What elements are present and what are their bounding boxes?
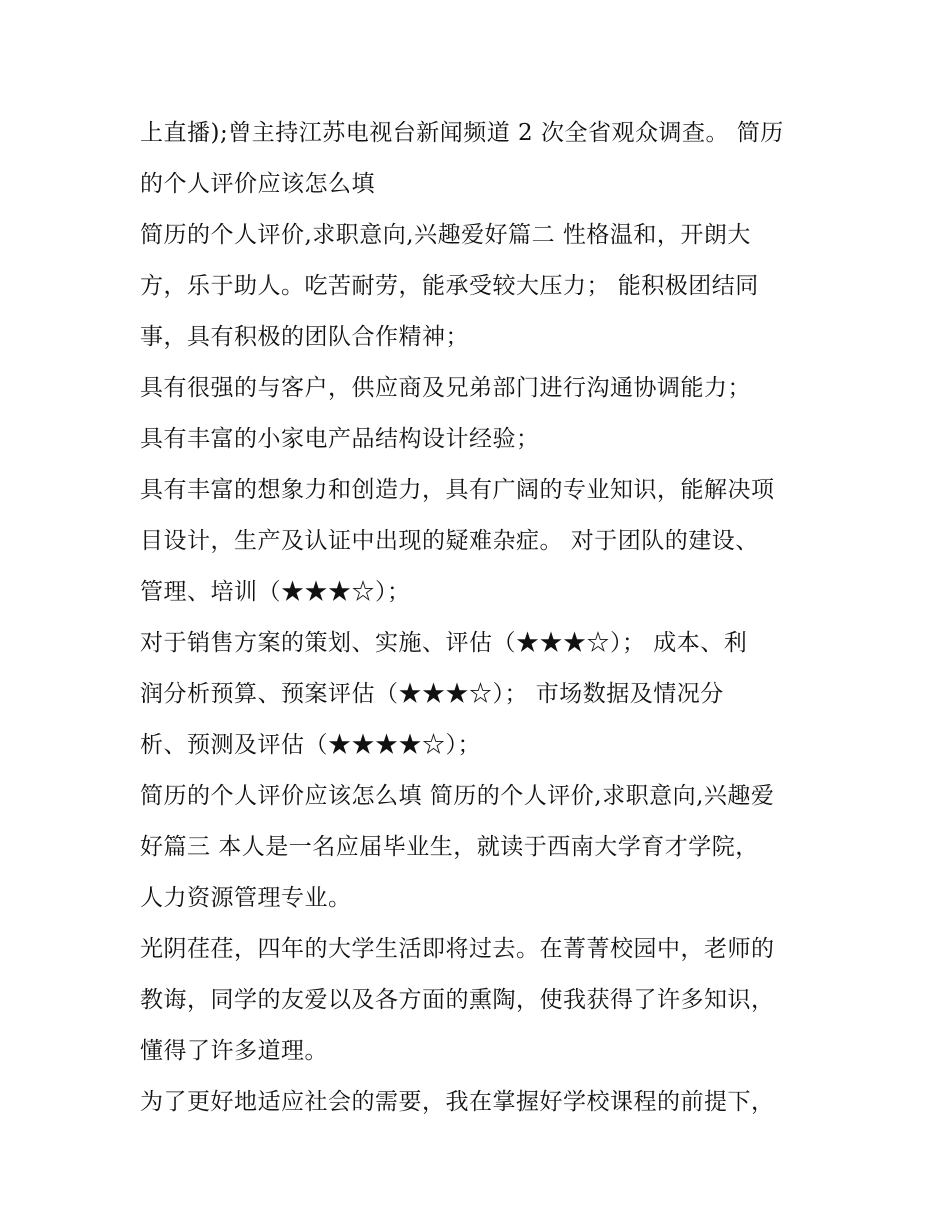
text-line: 简历的个人评价,求职意向,兴趣爱好篇二 性格温和，开朗大 <box>140 222 751 248</box>
text-line: 润分析预算、预案评估（★★★☆）； 市场数据及情况分 <box>140 681 724 707</box>
text-line: 目设计，生产及认证中出现的疑难杂症。 对于团队的建设、 <box>140 528 759 554</box>
text-line: 教诲，同学的友爱以及各方面的熏陶，使我获得了许多知识， <box>140 987 775 1013</box>
text-line: 的个人评价应该怎么填 <box>140 171 375 197</box>
text-line: 懂得了许多道理。 <box>140 1038 328 1064</box>
text-line: 事，具有积极的团队合作精神； <box>140 324 469 350</box>
document-body <box>140 108 830 1128</box>
text-line: 具有很强的与客户，供应商及兄弟部门进行沟通协调能力； <box>140 375 751 401</box>
text-line: 好篇三 本人是一名应届毕业生，就读于西南大学育才学院， <box>140 834 759 860</box>
text-line: 析、预测及评估（★★★★☆）； <box>140 732 481 758</box>
text-line: 光阴荏荏，四年的大学生活即将过去。在菁菁校园中，老师的 <box>140 936 775 962</box>
text-line: 为了更好地适应社会的需要，我在掌握好学校课程的前提下， <box>140 1089 775 1115</box>
text-line: 具有丰富的小家电产品结构设计经验； <box>140 426 540 452</box>
text-line: 管理、培训（★★★☆）； <box>140 579 411 605</box>
text-line: 方，乐于助人。吃苦耐劳，能承受较大压力； 能积极团结同 <box>140 273 759 299</box>
text-line: 具有丰富的想象力和创造力，具有广阔的专业知识，能解决项 <box>140 477 775 503</box>
text-line: 上直播);曾主持江苏电视台新闻频道 2 次全省观众调查。 简历 <box>140 120 784 146</box>
text-line: 对于销售方案的策划、实施、评估（★★★☆）； 成本、利 <box>140 630 748 656</box>
text-line: 简历的个人评价应该怎么填 简历的个人评价,求职意向,兴趣爱 <box>140 783 775 809</box>
text-line: 人力资源管理专业。 <box>140 885 352 911</box>
